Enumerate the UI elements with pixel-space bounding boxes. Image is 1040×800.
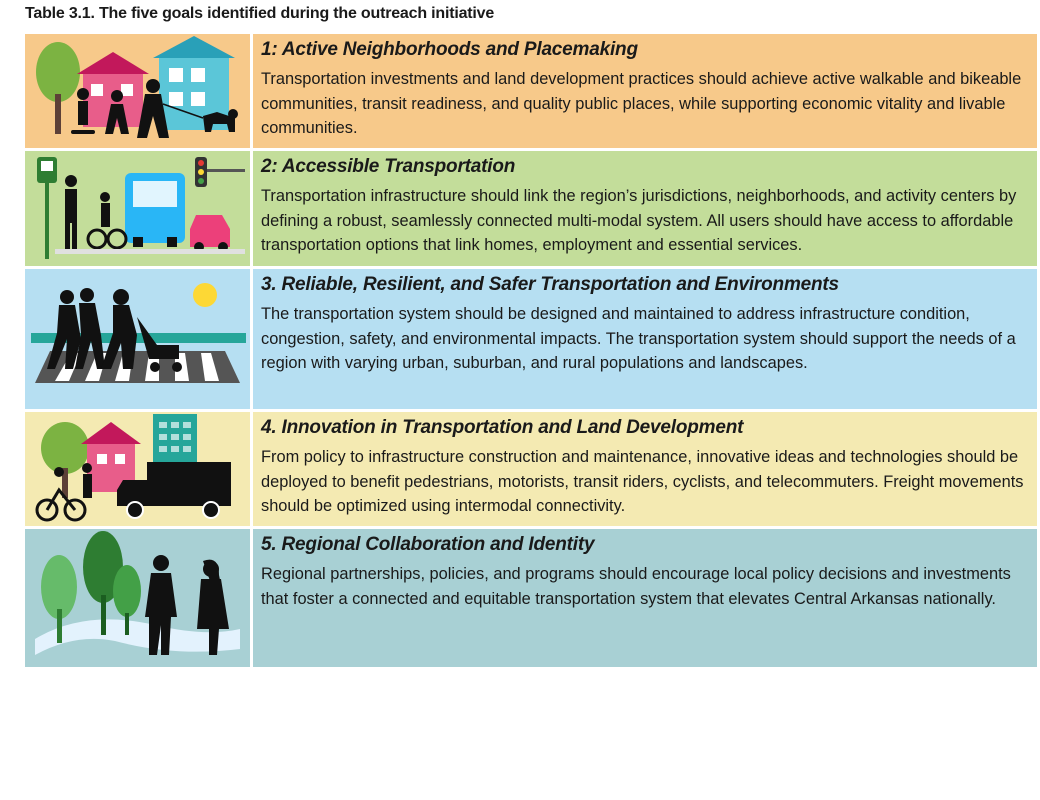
goal-2-text-cell xyxy=(253,151,1037,266)
innovation-icon xyxy=(25,412,250,526)
goal-1-icon-cell xyxy=(25,34,253,148)
goal-5-title: 5. Regional Collaboration and Identity xyxy=(261,534,595,555)
goal-5-icon-cell xyxy=(25,529,253,667)
goal-2-title: 2: Accessible Transportation xyxy=(261,156,516,177)
goal-1-text-cell xyxy=(253,34,1037,148)
goal-3-text-cell xyxy=(253,269,1037,409)
goals-table xyxy=(25,34,1037,670)
goal-5-text-cell xyxy=(253,529,1037,667)
goal-4-title: 4. Innovation in Transportation and Land Development xyxy=(261,417,744,438)
goal-3-icon-cell xyxy=(25,269,253,409)
goal-3-title: 3. Reliable, Resilient, and Safer Transportation and Environments xyxy=(261,274,839,295)
goal-row-2 xyxy=(25,151,1037,269)
goal-1-title: 1: Active Neighborhoods and Placemaking xyxy=(261,39,638,60)
transit-icon xyxy=(25,151,250,266)
goal-2-icon-cell xyxy=(25,151,253,266)
goal-4-text-cell xyxy=(253,412,1037,526)
goal-row-4 xyxy=(25,412,1037,529)
neighborhood-icon xyxy=(25,34,250,148)
goal-3-body: The transportation system should be designed and maintained to address infrastructure condition, congestion, safety, and environmental impacts. The transportation system should support the needs of a region with varying urban, suburban, and rural populations and landscapes. xyxy=(261,305,1016,372)
collaboration-icon xyxy=(25,529,250,667)
table-caption: Table 3.1. The five goals identified during the outreach initiative xyxy=(25,5,495,22)
goal-row-5 xyxy=(25,529,1037,670)
goal-2-body: Transportation infrastructure should link the region’s jurisdictions, neighborhoods, and activity centers by defining a robust, seamlessly connected multi-modal system. All users should have access to affordable transportation options that link homes, employment and essential services. xyxy=(261,187,1017,254)
goal-1-body: Transportation investments and land development practices should achieve active walkable and bikeable communities, transit readiness, and quality public places, while supporting economic vitality and livable communities. xyxy=(261,70,1022,137)
goal-5-body: Regional partnerships, policies, and programs should encourage local policy decisions and investments that foster a connected and equitable transportation system that elevates Central Arkansas nationally. xyxy=(261,565,1011,608)
goal-4-icon-cell xyxy=(25,412,253,526)
goal-row-3 xyxy=(25,269,1037,412)
goal-row-1 xyxy=(25,34,1037,151)
goal-4-body: From policy to infrastructure construction and maintenance, innovative ideas and technologies should be deployed to benefit pedestrians, motorists, transit riders, cyclists, and telecommuters. Freight movements should be optimized using intermodal connectivity. xyxy=(261,448,1024,515)
crosswalk-icon xyxy=(25,269,250,409)
